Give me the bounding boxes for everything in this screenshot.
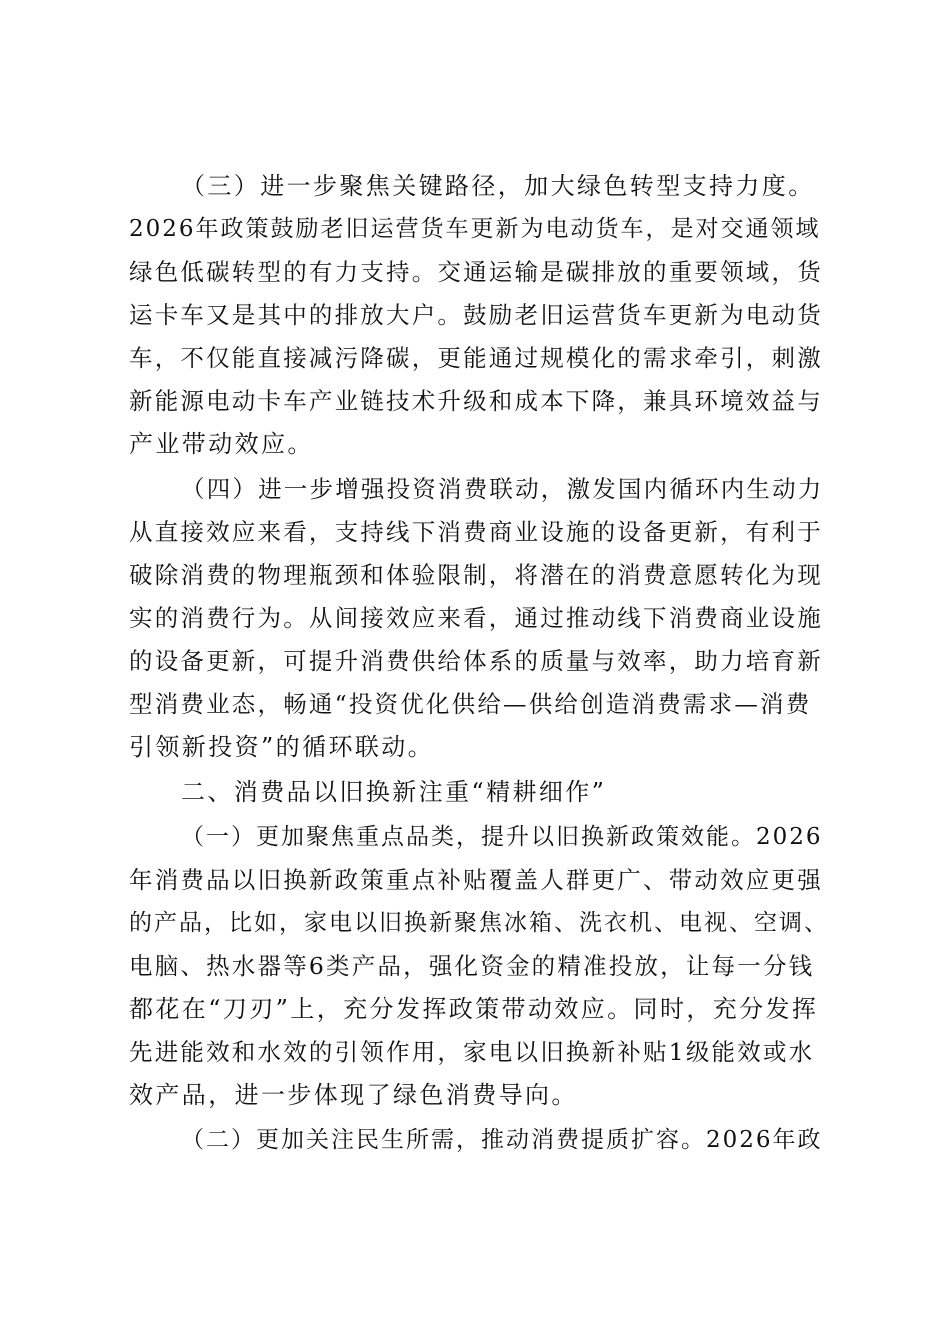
paragraph-4-line-5: 的设备更新，可提升消费供给体系的质量与效率，助力培育新 (129, 647, 823, 675)
paragraph-3-line-3: 绿色低碳转型的有力支持。交通运输是碳排放的重要领域，货 (129, 258, 823, 286)
paragraph-4-line-2: 从直接效应来看，支持线下消费商业设施的设备更新，有利于 (129, 518, 823, 546)
paragraph-4-line-7: 引领新投资”的循环联动。 (129, 733, 435, 761)
paragraph-4-line-6: 型消费业态，畅通“投资优化供给—供给创造消费需求—消费 (129, 690, 812, 718)
paragraph-3-line-4: 运卡车又是其中的排放大户。鼓励老旧运营货车更新为电动货 (129, 301, 823, 329)
paragraph-4-heading-line: （四）进一步增强投资消费联动，激发国内循环内生动力 (181, 475, 824, 503)
paragraph-s2-1-line-6: 先进能效和水效的引领作用，家电以旧换新补贴1级能效或水 (129, 1038, 815, 1066)
paragraph-3-line-6: 新能源电动卡车产业链技术升级和成本下降，兼具环境效益与 (129, 387, 823, 415)
section-2-heading: 二、消费品以旧换新注重“精耕细作” (181, 778, 607, 806)
paragraph-3-line-2: 2026年政策鼓励老旧运营货车更新为电动货车，是对交通领域 (129, 216, 821, 242)
paragraph-s2-1-line-4: 电脑、热水器等6类产品，强化资金的精准投放，让每一分钱 (129, 952, 815, 980)
paragraph-4-line-3: 破除消费的物理瓶颈和体验限制，将潜在的消费意愿转化为现 (129, 561, 823, 589)
paragraph-3-line-7: 产业带动效应。 (129, 430, 314, 458)
paragraph-3-heading-line: （三）进一步聚焦关键路径，加大绿色转型支持力度。 (181, 172, 815, 200)
paragraph-s2-1-line-7: 效产品，进一步体现了绿色消费导向。 (129, 1081, 578, 1109)
paragraph-s2-1-line-2: 年消费品以旧换新政策重点补贴覆盖人群更广、带动效应更强 (129, 866, 823, 894)
paragraph-s2-2-heading-line: （二）更加关注民生所需，推动消费提质扩容。2026年政 (181, 1127, 823, 1153)
paragraph-s2-1-heading-line: （一）更加聚焦重点品类，提升以旧换新政策效能。2026 (181, 824, 823, 850)
paragraph-4-line-4: 实的消费行为。从间接效应来看，通过推动线下消费商业设施 (129, 604, 823, 632)
paragraph-3-line-5: 车，不仅能直接减污降碳，更能通过规模化的需求牵引，刺激 (129, 344, 823, 372)
paragraph-s2-1-line-5: 都花在“刀刃”上，充分发挥政策带动效应。同时，充分发挥 (129, 995, 819, 1023)
paragraph-s2-1-line-3: 的产品，比如，家电以旧换新聚焦冰箱、洗衣机、电视、空调、 (129, 910, 829, 936)
